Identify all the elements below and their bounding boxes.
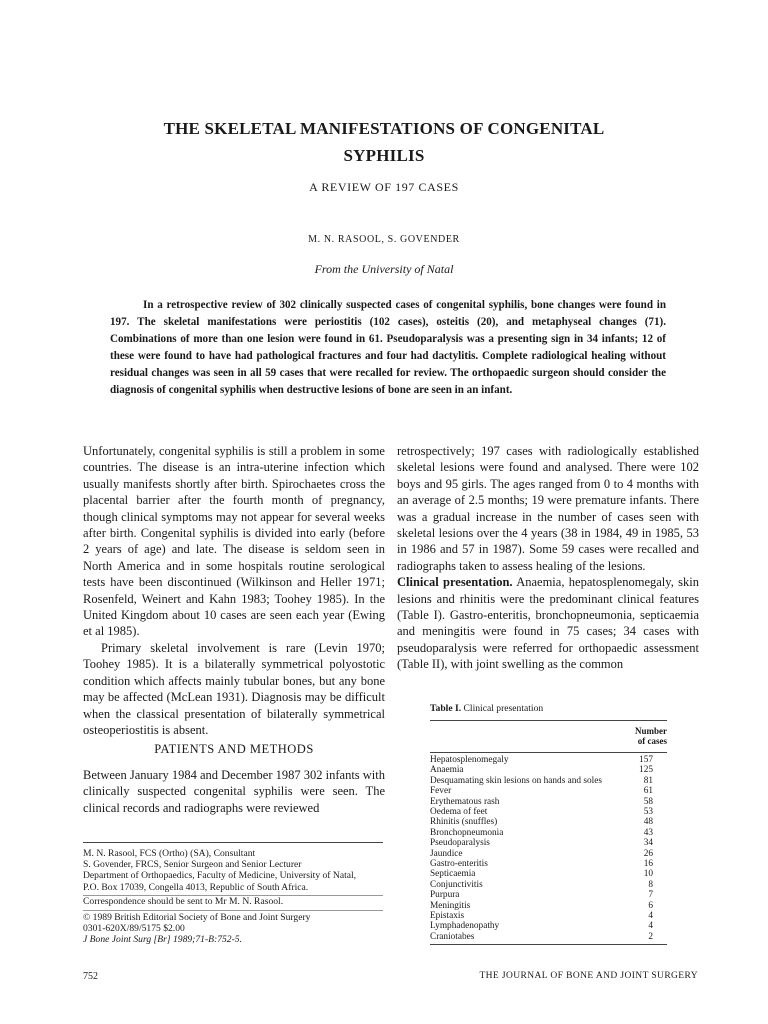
footnote-line-1: M. N. Rasool, FCS (Ortho) (SA), Consultant	[83, 848, 256, 859]
clinical-presentation-text: Anaemia, hepatosplenomegaly, skin lesions and rhinitis were the predominant clinical features (Table I). Gastro-enteritis, bronchopneumonia, septicaemia and meningitis were found in 75 cases; 34 cases with pseudoparalysis were referred for orthopaedic assessment (Table II), with joint swelling as the common	[397, 575, 699, 672]
table-column-header	[635, 726, 667, 746]
table-row	[430, 869, 667, 879]
table-header-rule	[430, 752, 667, 753]
title-line-1: THE SKELETAL MANIFESTATIONS OF CONGENITAL	[163, 119, 605, 138]
table-caption-text: Clinical presentation	[461, 703, 544, 714]
section-heading-patients-methods: PATIENTS AND METHODS	[154, 742, 314, 756]
table-row-value: 125	[639, 765, 653, 776]
table-row-value: 2	[648, 931, 653, 942]
table-row	[430, 797, 667, 807]
table-row	[430, 921, 667, 931]
table-row	[430, 755, 667, 765]
copyright-line: © 1989 British Editorial Society of Bone and Joint Surgery	[83, 912, 311, 923]
citation-line: J Bone Joint Surg [Br] 1989;71-B:752-5.	[83, 934, 242, 946]
table-row-value: 58	[643, 796, 653, 807]
table-row	[430, 817, 667, 827]
table-row-label: Epistaxis	[430, 911, 465, 921]
table-row	[430, 765, 667, 775]
table-header-line-2: of cases	[637, 736, 667, 746]
author-footnote	[83, 848, 403, 893]
table-row	[430, 911, 667, 921]
table-row-label: Conjunctivitis	[430, 879, 483, 890]
correspondence-note: Correspondence should be sent to Mr M. N. Rasool.	[83, 896, 284, 907]
table-row	[430, 859, 667, 869]
table-row	[430, 838, 667, 848]
table-header	[430, 726, 667, 750]
footnote-divider-3	[83, 910, 383, 911]
table-header-line-1: Number	[635, 726, 667, 736]
intro-paragraph-2: Primary skeletal involvement is rare (Levin 1970; Toohey 1985). It is a bilaterally symmetrical polyostotic condition which affects mainly tubular bones, but any bone may be affected (McLean 1931). Diagnosis may be difficult when the classical presentation of bilaterally symmetrical osteoperiostitis is absent.	[83, 640, 385, 737]
table-body	[430, 755, 667, 943]
right-column-text	[397, 443, 699, 673]
table-row-value: 61	[643, 786, 653, 797]
left-column-intro	[83, 443, 385, 738]
table-row-label: Pseudoparalysis	[430, 838, 490, 849]
table-row-label: Erythematous rash	[430, 796, 500, 807]
issn-code-line: 0301-620X/89/5175 $2.00	[83, 923, 185, 935]
table-row-label: Hepatosplenomegaly	[430, 755, 509, 765]
footnote-divider	[83, 842, 383, 843]
table-row-value: 34	[643, 838, 653, 849]
table-top-rule	[430, 720, 667, 721]
table-row-value: 10	[643, 869, 653, 880]
table-row	[430, 828, 667, 838]
table-row-label: Craniotabes	[430, 931, 475, 942]
table-row-label: Gastro-enteritis	[430, 859, 488, 869]
table-row	[430, 776, 667, 786]
abstract: In a retrospective review of 302 clinically suspected cases of congenital syphilis, bone changes were found in 197. The skeletal manifestations were periostitis (102 cases), osteitis (20), and metaphyseal changes (71). Combinations of more than one lesion were found in 61. Pseudoparalysis was a presenting sign in 34 infants; 12 of these were found to have had pathological fractures and four had dactylitis. Complete radiological healing without residual changes was seen in all 59 cases that were recalled for review. The orthopaedic surgeon should consider the diagnosis of congenital syphilis when destructive lesions of bone are seen in an infant.	[110, 299, 666, 396]
table-row-value: 81	[643, 775, 653, 786]
table-bottom-rule	[430, 944, 667, 945]
methods-paragraph	[83, 767, 385, 816]
authors: M. N. RASOOL, S. GOVENDER	[308, 234, 460, 245]
title-line-2: SYPHILIS	[343, 146, 425, 165]
table-row-value: 26	[643, 848, 653, 859]
copyright-block	[83, 912, 403, 946]
article-subtitle: A REVIEW OF 197 CASES	[309, 180, 459, 194]
table-row-label: Septicaemia	[430, 869, 476, 880]
table-row	[430, 890, 667, 900]
table-row	[430, 901, 667, 911]
table-row-label: Purpura	[430, 890, 460, 901]
journal-name: THE JOURNAL OF BONE AND JOINT SURGERY	[479, 971, 698, 981]
table-row-value: 6	[648, 900, 653, 911]
results-paragraph-1: retrospectively; 197 cases with radiologically established skeletal lesions were found and analysed. There were 102 boys and 95 girls. The ages ranged from 0 to 4 months with an average of 2.5 months; 19 were premature infants. There was a gradual increase in the number of cases seen with skeletal lesions over the 4 years (38 in 1984, 49 in 1985, 53 in 1986 and 57 in 1987). Some 59 cases were recalled and radiographs taken to assess healing of the lesions.	[397, 444, 699, 573]
table-row-value: 48	[643, 817, 653, 828]
table-row-value: 7	[648, 890, 653, 901]
table-row-value: 4	[648, 921, 653, 932]
table-row-label: Lymphadenopathy	[430, 921, 500, 932]
article-title	[0, 115, 768, 169]
table-row	[430, 932, 667, 942]
table-row-value: 157	[639, 755, 653, 765]
clinical-presentation-heading: Clinical presentation.	[397, 575, 513, 590]
table-row-label: Rhinitis (snuffles)	[430, 817, 498, 828]
intro-paragraph-1: Unfortunately, congenital syphilis is still a problem in some countries. The disease is an intra-uterine infection which usually manifests shortly after birth. Spirochaetes cross the placental barrier after the fourth month of pregnancy, though clinical symptoms may not appear for several weeks after birth. Congenital syphilis is divided into early (before 2 years of age) and late. The disease is seldom seen in North America and in some hospitals routine serological tests have been discontinued (Wilkinson and Heller 1971; Rosenfeld, Weinert and Kahn 1983; Toohey 1985). In the United Kingdom about 10 cases are seen each year (Ewing et al 1985).	[83, 444, 385, 639]
footnote-line-2: S. Govender, FRCS, Senior Surgeon and Senior Lecturer	[83, 859, 302, 871]
table-row-label: Meningitis	[430, 900, 471, 911]
footnote-line-4: P.O. Box 17039, Congella 4013, Republic of South Africa.	[83, 881, 309, 893]
affiliation: From the University of Natal	[314, 262, 454, 276]
table-row	[430, 807, 667, 817]
table-row-label: Fever	[430, 786, 452, 797]
methods-paragraph-text: Between January 1984 and December 1987 302 infants with clinically suspected congenital syphilis were seen. The clinical records and radiographs were reviewed	[83, 768, 386, 815]
table-row-label: Oedema of feet	[430, 807, 488, 817]
table-row-value: 43	[643, 827, 653, 838]
table-row-value: 8	[648, 879, 653, 890]
table-row-label: Desquamating skin lesions on hands and soles	[430, 775, 602, 786]
table-row-label: Jaundice	[430, 848, 463, 859]
table-row	[430, 849, 667, 859]
table-row-label: Anaemia	[430, 765, 464, 776]
table-row	[430, 786, 667, 796]
page-number: 752	[83, 971, 98, 982]
table-row	[430, 880, 667, 890]
table-row-value: 53	[643, 807, 653, 817]
table-row-value: 16	[643, 859, 653, 869]
table-caption	[430, 703, 543, 714]
table-row-value: 4	[648, 911, 653, 921]
clinical-presentation-paragraph	[397, 574, 699, 672]
table-row-label: Bronchopneumonia	[430, 827, 504, 838]
table-caption-label: Table I.	[430, 703, 462, 714]
footnote-line-3: Department of Orthopaedics, Faculty of Medicine, University of Natal,	[83, 870, 357, 882]
